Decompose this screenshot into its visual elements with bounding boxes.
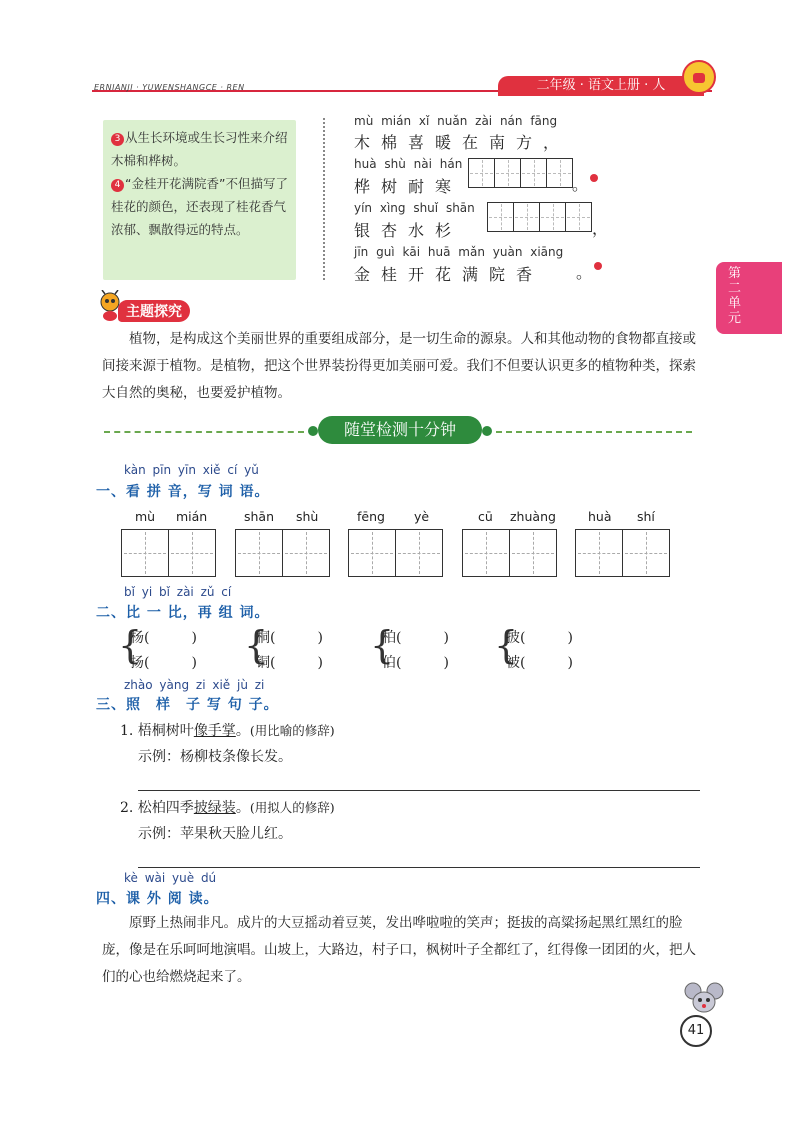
poem-pinyin: yín xìng shuǐ shān [354, 201, 475, 215]
poem-text: 金桂开花满院香 [354, 265, 544, 284]
q3-hint: (用拟人的修辞) [249, 800, 335, 815]
note-3 [111, 126, 293, 172]
word-pinyin: yè [414, 509, 430, 524]
q3-pinyin: zhào yàng zi xiě jù zi [124, 678, 265, 692]
q3-suffix: 。 [235, 723, 250, 739]
poem-text: 木棉喜暖在南方 [354, 133, 544, 152]
notes-box [103, 120, 296, 280]
word-pinyin: shù [296, 509, 319, 524]
word-boxes[interactable] [121, 529, 215, 577]
poem-line [354, 262, 543, 285]
q3-suffix: 。 [235, 800, 250, 816]
q3-hint: (用比喻的修辞) [249, 723, 335, 738]
page-number: 41 [680, 1015, 712, 1047]
note-4 [111, 172, 293, 241]
word-pinyin: mián [176, 509, 208, 524]
brace: { [118, 623, 143, 667]
note-number: 3 [111, 133, 124, 146]
q4-title: 四、课 外 阅 读。 [96, 891, 219, 907]
answer-boxes[interactable] [487, 202, 591, 232]
banner-rule-right [496, 431, 692, 433]
poem-pinyin: huà shù nài hán [354, 157, 463, 171]
poem-line [354, 130, 570, 153]
note-marker-4 [594, 262, 602, 270]
poem-pinyin: jīn guì kāi huā mǎn yuàn xiāng [354, 245, 564, 259]
q3-example-2: 示例：苹果秋天脸儿红。 [138, 826, 292, 842]
theme-label: 主题探究 [118, 300, 190, 322]
note-text: 从生长环境或生长习性来介绍木棉和桦树。 [111, 130, 288, 168]
brace: { [370, 623, 395, 667]
word-pinyin: mù [135, 509, 156, 524]
poem-punct [572, 172, 598, 195]
q3-item-2 [120, 797, 335, 817]
unit-label: 第二单元 [728, 266, 742, 326]
poem-pinyin: mù mián xǐ nuǎn zài nán fāng [354, 114, 558, 128]
reading-paragraph: 原野上热闹非凡。成片的大豆摇动着豆荚，发出哗啦啦的笑声；挺拔的高粱扬起黑红黑红的脸庞，像是在乐呵呵地演唱。山坡上，大路边，村子口，枫树叶子全都红了，红得像一团团的火，把人们的心也给燃烧起来了。 [102, 915, 696, 985]
banner-rule-left [104, 431, 304, 433]
q3-underlined: 像手掌 [193, 723, 236, 739]
compare-top: 柏( ) [382, 630, 449, 646]
q1-title: 一、看 拼 音，写 词 语。 [96, 484, 270, 500]
poem-punct [576, 260, 602, 283]
header-english: ERNIANJI · YUWENSHANGCE · REN [94, 83, 245, 92]
compare-bottom: 伯( ) [382, 655, 449, 671]
word-boxes[interactable] [348, 529, 442, 577]
word-boxes[interactable] [462, 529, 556, 577]
compare-top: 披( ) [506, 630, 573, 646]
poem-punct-text: 。 [576, 263, 593, 282]
word-pinyin: huà [588, 509, 612, 524]
answer-line[interactable] [138, 790, 700, 791]
compare-bottom: 铜( ) [256, 655, 323, 671]
answer-line[interactable] [138, 867, 700, 868]
header-title: 二年级 · 语文上册 · 人 [498, 76, 704, 96]
q2-pinyin: bǐ yi bǐ zài zǔ cí [124, 585, 232, 599]
word-pinyin: shí [637, 509, 655, 524]
poem-text: 银杏水杉 [354, 221, 463, 240]
unit-side-tab [716, 262, 782, 334]
poem-text: 桦树耐寒 [354, 177, 463, 196]
poem-punct: ， [592, 219, 609, 238]
brace: { [494, 623, 519, 667]
q3-underlined: 披绿装 [193, 800, 236, 816]
q4-pinyin: kè wài yuè dú [124, 871, 217, 885]
word-boxes[interactable] [235, 529, 329, 577]
word-pinyin: zhuàng [510, 509, 556, 524]
divider-dots [323, 118, 325, 280]
q2-title: 二、比 一 比，再 组 词。 [96, 605, 270, 621]
q1-pinyin: kàn pīn yīn xiě cí yǔ [124, 463, 259, 477]
q3-prefix: 1. 梧桐树叶 [120, 723, 194, 739]
q3-item-1 [120, 720, 335, 740]
poem-punct-text: 。 [572, 175, 589, 194]
compare-top: 杨( ) [130, 630, 197, 646]
q3-title: 三、照 样 子 写 句 子。 [96, 697, 279, 713]
section-banner: 随堂检测十分钟 [318, 416, 482, 444]
q3-prefix: 2. 松柏四季 [120, 800, 194, 816]
compare-top: 桐( ) [256, 630, 323, 646]
note-number: 4 [111, 179, 124, 192]
compare-bottom: 扬( ) [130, 655, 197, 671]
banner-dot [308, 426, 318, 436]
answer-boxes[interactable] [468, 158, 572, 188]
note-text: “金桂开花满院香”不但描写了桂花的颜色，还表现了桂花香气浓郁、飘散得远的特点。 [111, 176, 288, 237]
word-pinyin: fēng [357, 509, 385, 524]
banner-dot [482, 426, 492, 436]
word-pinyin: cū [478, 509, 493, 524]
note-marker-3 [590, 174, 598, 182]
word-pinyin: shān [244, 509, 275, 524]
book-logo-icon [682, 60, 716, 94]
theme-paragraph: 植物，是构成这个美丽世界的重要组成部分，是一切生命的源泉。人和其他动物的食物都直接或间接来源于植物。是植物，把这个世界装扮得更加美丽可爱。我们不但要认识更多的植物种类，探索大自然的奥秘，也要爱护植物。 [102, 331, 696, 401]
compare-bottom: 被( ) [506, 655, 573, 671]
brace: { [244, 623, 269, 667]
word-boxes[interactable] [575, 529, 669, 577]
poem-punct: ， [543, 133, 571, 152]
q3-example-1: 示例：杨柳枝条像长发。 [138, 749, 292, 765]
